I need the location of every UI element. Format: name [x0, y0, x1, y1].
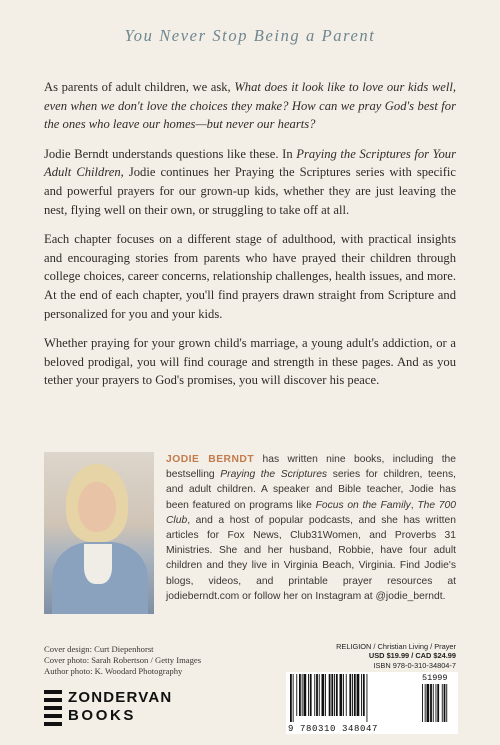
barcode-addon-digits: 51999	[422, 673, 448, 683]
category-label: RELIGION / Christian Living / Prayer	[336, 642, 456, 651]
price-label: USD $19.99 / CAD $24.99	[368, 651, 456, 661]
cover-headline: You Never Stop Being a Parent	[124, 26, 376, 45]
blurb	[44, 78, 456, 401]
publisher-name: ZONDERVAN	[68, 689, 173, 706]
zondervan-mark-icon	[44, 690, 62, 726]
barcode-digits: 9 780310 348047	[288, 724, 379, 734]
blurb-paragraph-1: As parents of adult children, we ask, What does it look like to love our kids well, even when we don't love the choices they make? How can we pray God's best for the ones who leave our homes—but never our hearts?	[44, 80, 456, 132]
blurb-paragraph-2: Jodie Berndt understands questions like these. In Praying the Scriptures for Your Adult Children, Jodie continues her Praying the Scriptures series with specific and powerful prayers for our grown-up kids, whether they are just leaving the nest, flying well on their own, or struggling to take off at all.	[44, 146, 457, 217]
author-photo	[44, 452, 154, 614]
cover-credits: Cover design: Curt Diepenhorst Cover photo: Sarah Robertson / Getty Images Author photo: K. Woodard Photography	[44, 644, 202, 677]
publisher-logo	[44, 688, 194, 730]
price-block	[300, 642, 456, 670]
barcode	[286, 672, 458, 734]
author-bio: JODIE BERNDT has written nine books, including the bestselling Praying the Scriptures series for children, teens, and adult children. A speaker and Bible teacher, Jodie has been featured on programs like Focus on the Family, The 700 Club, and a host of popular podcasts, and she has written articles for Fox News, Club31Women, and Proverbs 31 Ministries. She and her husband, Robbie, have four adult children and they live in Virginia Beach, Virginia. Find Jodie's blogs, videos, and printable prayer resources at jodieberndt.com or follow her on Instagram at @jodie_berndt.	[166, 454, 457, 602]
blurb-paragraph-3: Each chapter focuses on a different stage of adulthood, with practical insights and encouraging stories from parents who have prayed their children through college choices, career concerns, relationship challenges, health issues, and more. At the end of each chapter, you'll find prayers drawn straight from Scripture and personalized for you and your kids.	[44, 232, 456, 321]
publisher-imprint: BOOKS	[68, 707, 137, 724]
author-name: JODIE BERNDT	[166, 454, 255, 465]
author-section	[44, 452, 456, 614]
blurb-paragraph-4: Whether praying for your grown child's marriage, a young adult's addiction, or a beloved prodigal, you will find courage and strength in these pages. And as you tether your prayers to God's promises, you will discover his peace.	[44, 336, 456, 388]
isbn-label: ISBN 978-0-310-34804-7	[373, 660, 456, 670]
